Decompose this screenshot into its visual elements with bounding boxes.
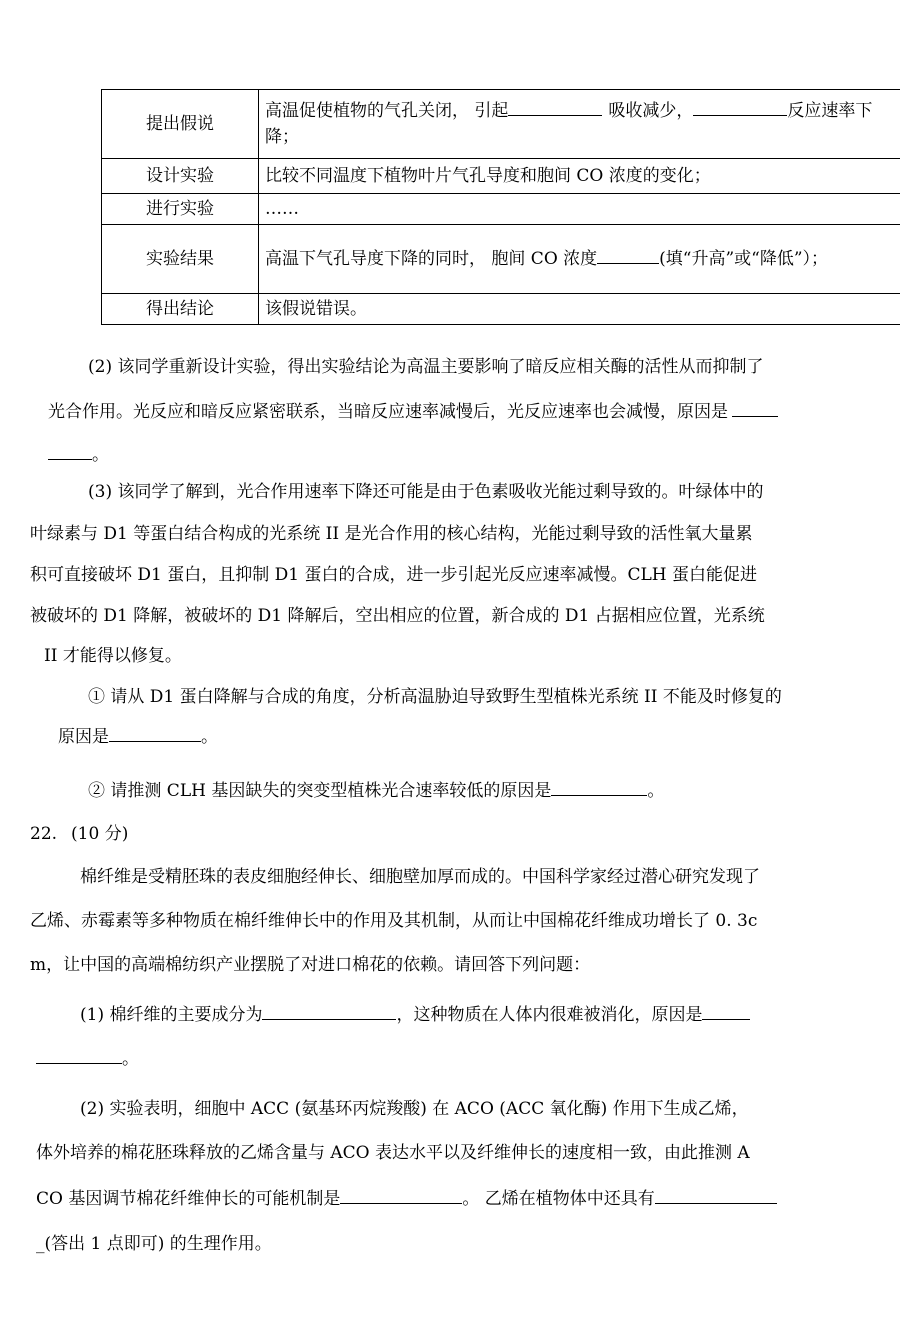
q3-line-2: 叶绿素与 D1 等蛋白结合构成的光系统 II 是光合作用的核心结构，光能过剩导致的活性氧大量累 — [30, 524, 753, 544]
row-label: 提出假说 — [102, 90, 259, 159]
q22-part1-line-1: (1) 棉纤维的主要成分为 ，这种物质在人体内很难被消化，原因是 — [80, 1000, 750, 1025]
table-row — [102, 194, 900, 225]
row-content: …… — [259, 194, 900, 225]
q3-line-3: 积可直接破坏 D1 蛋白，且抑制 D1 蛋白的合成，进一步引起光反应速率减慢。CLH 蛋白能促进 — [30, 565, 758, 585]
q22-part1-line-2: 。 — [36, 1044, 139, 1069]
q22-part2-line-2: 体外培养的棉花胚珠释放的乙烯含量与 ACO 表达水平以及纤维伸长的速度相一致，由此推测 A — [36, 1143, 750, 1163]
row-content: 高温促使植物的气孔关闭， 引起 吸收减少， 反应速率下 降； — [259, 90, 900, 159]
q2-line-2: 光合作用。光反应和暗反应紧密联系，当暗反应速率减慢后，光反应速率也会减慢，原因是 — [48, 397, 778, 422]
row-content: 该假说错误。 — [259, 294, 900, 325]
q22-part2-line-3: CO 基因调节棉花纤维伸长的可能机制是 。 乙烯在植物体中还具有 — [36, 1184, 777, 1209]
row-label: 进行实验 — [102, 194, 259, 225]
q3-line-4: 被破坏的 D1 降解，被破坏的 D1 降解后，空出相应的位置，新合成的 D1 占据相应位置，光系统 — [30, 606, 765, 626]
row-label: 得出结论 — [102, 294, 259, 325]
row-content: 比较不同温度下植物叶片气孔导度和胞间 CO 浓度的变化； — [259, 159, 900, 194]
q22-intro-3: m，让中国的高端棉纺织产业摆脱了对进口棉花的依赖。请回答下列问题： — [30, 955, 591, 975]
q22-part2-line-4: _(答出 1 点即可) 的生理作用。 — [36, 1234, 272, 1254]
q3-line-5: II 才能得以修复。 — [44, 646, 182, 666]
q3-sub2-line: ② 请推测 CLH 基因缺失的突变型植株光合速率较低的原因是 。 — [88, 781, 665, 801]
q2-line-3: 。 — [48, 440, 109, 465]
table-row — [102, 159, 900, 194]
row-label: 设计实验 — [102, 159, 259, 194]
q2-line-1: (2) 该同学重新设计实验，得出实验结论为高温主要影响了暗反应相关酶的活性从而抑制了 — [88, 357, 764, 377]
table-row — [102, 90, 900, 159]
q3-sub1-line-1: ① 请从 D1 蛋白降解与合成的角度，分析高温胁迫导致野生型植株光系统 II 不能及时修复的 — [88, 687, 782, 707]
q22-header: 22. (10 分) — [30, 824, 129, 844]
experiment-table — [101, 89, 900, 325]
q3-line-1: (3) 该同学了解到，光合作用速率下降还可能是由于色素吸收光能过剩导致的。叶绿体中的 — [88, 482, 764, 502]
q22-intro-2: 乙烯、赤霉素等多种物质在棉纤维伸长中的作用及其机制，从而让中国棉花纤维成功增长了 0. 3c — [30, 911, 758, 931]
row-content: 高温下气孔导度下降的同时， 胞间 CO 浓度 (填“升高”或“降低”）； — [259, 225, 900, 294]
table-row — [102, 225, 900, 294]
row-label: 实验结果 — [102, 225, 259, 294]
q3-sub1-line-2: 原因是 。 — [58, 727, 218, 747]
q22-part2-line-1: (2) 实验表明，细胞中 ACC (氨基环丙烷羧酸) 在 ACO (ACC 氧化酶) 作用下生成乙烯， — [80, 1099, 749, 1119]
q22-intro-1: 棉纤维是受精胚珠的表皮细胞经伸长、细胞壁加厚而成的。中国科学家经过潜心研究发现了 — [80, 867, 760, 887]
table-row — [102, 294, 900, 325]
